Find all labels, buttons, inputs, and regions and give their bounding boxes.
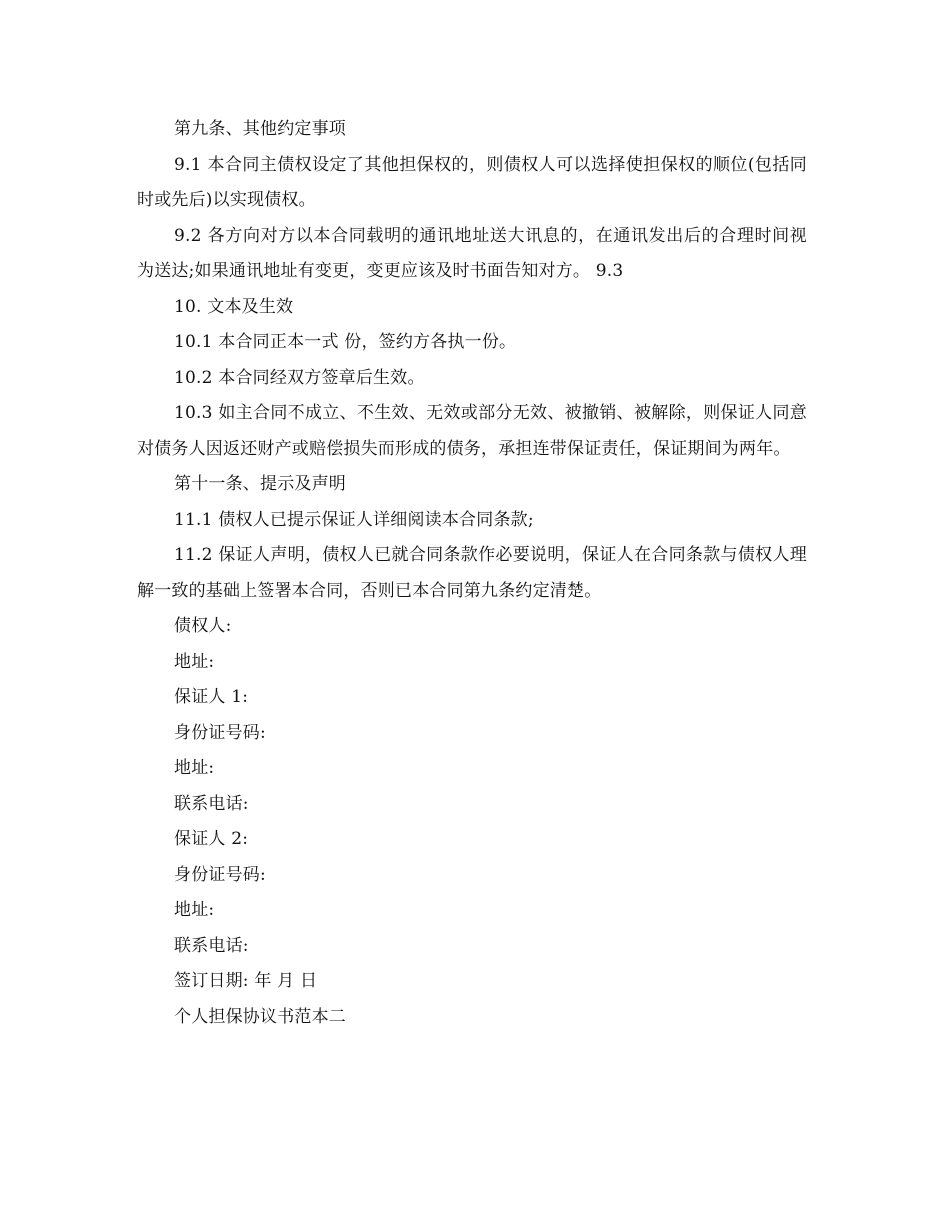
guarantor-1-id-label: 身份证号码: [174, 722, 266, 743]
guarantor-2-label: 保证人 2: [174, 829, 249, 849]
clause-9-2: 9.2 各方向对方以本合同载明的通讯地址送大讯息的，在通讯发出后的合理时间视为送达;如果通讯地址有变更，变更应该及时书面告知对方。 9.3 [137, 225, 807, 281]
creditor-address-label: 地址: [174, 651, 215, 672]
article-10-heading: 10. 文本及生效 [174, 296, 294, 317]
guarantor-2-address-label: 地址: [174, 900, 215, 920]
template-two-heading: 个人担保协议书范本二 [174, 1006, 346, 1027]
creditor-label: 债权人: [174, 616, 232, 636]
guarantor-1-phone-label: 联系电话: [174, 793, 249, 814]
guarantor-1-label: 保证人 1: [174, 687, 249, 707]
document-body [137, 112, 807, 1035]
signing-date-label: 签订日期: 年 月 日 [174, 971, 318, 991]
clause-10-3: 10.3 如主合同不成立、不生效、无效或部分无效、被撤销、被解除，则保证人同意对债务人因返还财产或赔偿损失而形成的债务，承担连带保证责任，保证期间为两年。 [137, 403, 807, 459]
clause-10-2: 10.2 本合同经双方签章后生效。 [174, 367, 425, 388]
clause-9-1: 9.1 本合同主债权设定了其他担保权的，则债权人可以选择使担保权的顺位(包括同时或先后)以实现债权。 [137, 154, 807, 210]
guarantor-2-phone-label: 联系电话: [174, 935, 249, 956]
clause-11-2: 11.2 保证人声明，债权人已就合同条款作必要说明，保证人在合同条款与债权人理解一致的基础上签署本合同，否则已本合同第九条约定清楚。 [137, 545, 807, 601]
clause-11-1: 11.1 债权人已提示保证人详细阅读本合同条款; [174, 509, 534, 530]
guarantor-1-address-label: 地址: [174, 758, 215, 778]
article-11-heading: 第十一条、提示及声明 [174, 474, 346, 494]
guarantor-2-id-label: 身份证号码: [174, 864, 266, 885]
article-9-heading: 第九条、其他约定事项 [174, 119, 346, 139]
clause-10-1: 10.1 本合同正本一式 份，签约方各执一份。 [174, 332, 517, 352]
